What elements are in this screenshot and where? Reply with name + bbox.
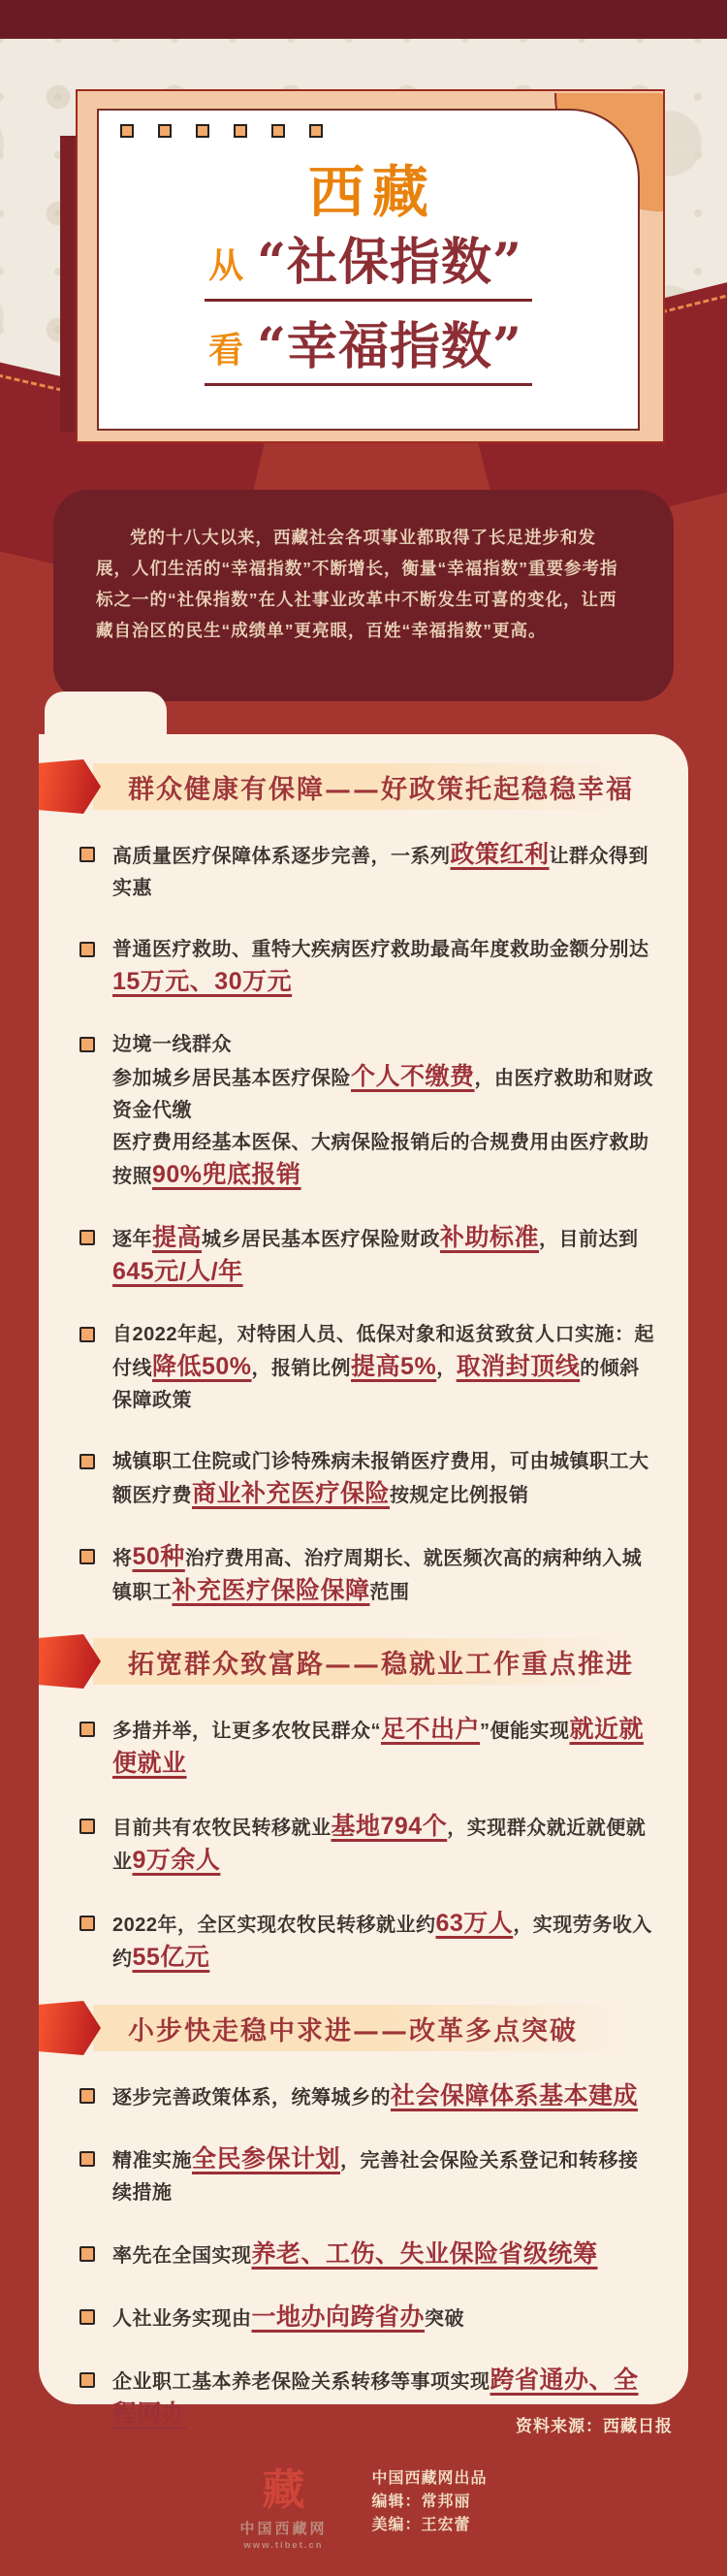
poster-title-region: 西藏 (307, 159, 436, 225)
credit-line: 中国西藏网出品 (371, 2470, 488, 2487)
title-prefix-see: 看 (208, 330, 244, 370)
bullet-square-icon (79, 942, 95, 957)
sections-container (68, 763, 663, 2432)
list-item (79, 1446, 663, 1512)
text-segment: 参加城乡居民基本医疗保险 (112, 1068, 351, 1089)
bullet-square-icon (79, 1327, 95, 1342)
list-item (79, 839, 663, 905)
intro-box (53, 490, 674, 701)
highlighted-phrase: 政策红利 (450, 841, 550, 868)
title-quoted-shebao: “社保指数” (257, 233, 522, 292)
section-heading-text: 拓宽群众致富路——稳就业工作重点推进 (128, 1649, 634, 1680)
title-card (97, 109, 640, 431)
text-segment: 将 (112, 1548, 133, 1569)
text-segment: 逐年 (112, 1229, 152, 1250)
section-heading (39, 2005, 663, 2051)
bullet-square-icon (79, 2246, 95, 2262)
list-item (79, 2143, 663, 2209)
list-item-text (112, 839, 655, 905)
ribbon-arrow-icon (39, 2001, 101, 2055)
text-segment: ，由医疗救助和财政资金代缴 (112, 1068, 654, 1121)
text-segment: 率先在全国实现 (112, 2245, 252, 2267)
ribbon-arrow-icon (39, 759, 101, 814)
highlighted-phrase: 补充医疗保险保障 (172, 1577, 370, 1604)
highlighted-phrase: 养老、工伤、失业保险省级统筹 (251, 2240, 598, 2268)
logo-url: www.tibet.cn (243, 2540, 324, 2551)
highlighted-phrase: 55亿元 (132, 1944, 210, 1971)
top-bar (0, 0, 727, 39)
text-segment: 高质量医疗保障体系逐步完善，一系列 (112, 846, 451, 867)
text-segment: 逐步完善政策体系，统筹城乡的 (112, 2087, 391, 2109)
section-heading-text: 小步快走稳中求进——改革多点突破 (128, 2015, 578, 2046)
text-segment: 自2022年起，对特困人员、低保对象和返贫致贫人口实施：起付线 (112, 1324, 654, 1379)
list-item-text (112, 1541, 655, 1609)
title-line-shebao (205, 233, 532, 302)
list-item-text (112, 2302, 464, 2335)
list-item-text (112, 934, 655, 1000)
bullet-square-icon (79, 2088, 95, 2104)
bullet-square-icon (79, 1819, 95, 1834)
list-item-text (112, 1319, 655, 1417)
highlighted-phrase: 个人不缴费 (351, 1063, 475, 1090)
square-dots-row (120, 124, 323, 138)
list-item (79, 2238, 663, 2272)
list-item (79, 1029, 663, 1193)
list-item (79, 1222, 663, 1290)
square-dot-icon (120, 124, 134, 138)
highlighted-phrase: 50种 (132, 1543, 185, 1570)
bullet-square-icon (79, 1037, 95, 1052)
list-item-text (112, 2080, 638, 2114)
list-item (79, 2080, 663, 2114)
highlighted-phrase: 商业补充医疗保险 (192, 1480, 391, 1507)
highlighted-phrase: 提高 (152, 1224, 203, 1251)
title-line-xingfu (205, 317, 532, 386)
highlighted-phrase: 提高5% (351, 1353, 437, 1380)
tibet-net-logo-icon: 藏 (262, 2465, 305, 2515)
highlighted-phrase: 社会保障体系基本建成 (391, 2082, 639, 2109)
list-item (79, 2302, 663, 2335)
list-item-text (112, 1908, 655, 1976)
highlighted-phrase: 补助标准 (440, 1224, 540, 1251)
square-dot-icon (196, 124, 209, 138)
ribbon-arrow-icon (39, 1634, 101, 1689)
bullet-square-icon (79, 1722, 95, 1737)
list-item-text (112, 1811, 655, 1879)
bullet-square-icon (79, 2372, 95, 2388)
text-segment: 城镇职工住院或门诊特殊病未报销医疗费用，可由城镇职工大额医疗费 (112, 1451, 649, 1506)
highlighted-phrase: 63万人 (435, 1910, 514, 1937)
bullet-square-icon (79, 1916, 95, 1931)
text-segment: ，目前达到 (539, 1229, 639, 1250)
text-segment: 按规定比例报销 (390, 1485, 529, 1506)
highlighted-phrase: 取消封顶线 (456, 1353, 581, 1380)
text-segment: 城乡居民基本医疗保险财政 (202, 1229, 441, 1250)
bullet-square-icon (79, 1230, 95, 1245)
list-item (79, 1319, 663, 1417)
square-dot-icon (271, 124, 285, 138)
highlighted-phrase: 15万元、30万元 (112, 968, 293, 995)
highlighted-phrase: 全民参保计划 (192, 2145, 341, 2173)
list-item-text (112, 2143, 655, 2209)
list-item (79, 1714, 663, 1782)
bullet-square-icon (79, 847, 95, 862)
highlighted-phrase: 一地办向跨省办 (251, 2303, 426, 2331)
text-segment: ，完善社会保险关系登记和转移接续措施 (112, 2150, 639, 2204)
text-segment: ，报销比例 (251, 1358, 352, 1379)
list-item-text (112, 1029, 655, 1193)
list-item-text (112, 1714, 655, 1782)
logo-name: 中国西藏网 (239, 2521, 328, 2537)
highlighted-phrase: 645元/人/年 (112, 1258, 243, 1285)
list-item-text (112, 2238, 598, 2272)
intro-paragraph: 党的十八大以来，西藏社会各项事业都取得了长足进步和发展，人们生活的“幸福指数”不断增长，衡量“幸福指数”重要参考指标之一的“社保指数”在人社事业改革中不断发生可喜的变化，让西藏自治区的民生“成绩单”更亮眼，百姓“幸福指数”更高。 (96, 528, 618, 640)
section-heading (39, 763, 663, 810)
highlighted-phrase: 就近就便就业 (112, 1716, 645, 1777)
text-segment: ， (436, 1358, 457, 1379)
footer (0, 2467, 727, 2551)
text-segment: 人社业务实现由 (112, 2308, 252, 2330)
text-segment: ，实现劳务收入约 (112, 1915, 652, 1970)
text-segment: 企业职工基本养老保险关系转移等事项实现 (112, 2371, 490, 2393)
text-segment: 普通医疗救助、重特大疾病医疗救助最高年度救助金额分别达 (112, 939, 649, 960)
list-item (79, 1541, 663, 1609)
highlighted-phrase: 9万余人 (132, 1847, 221, 1874)
content-card-tab (45, 692, 167, 738)
text-segment: 2022年，全区实现农牧民转移就业约 (112, 1915, 436, 1936)
title-prefix-from: 从 (208, 245, 244, 286)
credits-block (372, 2467, 488, 2537)
text-segment: 精准实施 (112, 2150, 192, 2172)
text-segment: 的倾斜保障政策 (112, 1358, 640, 1411)
text-segment: 医疗费用经基本医保、大病保险报销后的合规费用由医疗救助按照 (112, 1132, 649, 1187)
highlighted-phrase: 降低50% (152, 1353, 252, 1380)
section-heading-banner (93, 1638, 634, 1685)
text-segment: 边境一线群众 (112, 1034, 232, 1055)
text-segment: 范围 (369, 1582, 410, 1603)
text-segment: 治疗费用高、治疗周期长、就医频次高的病种纳入城镇职工 (112, 1548, 643, 1603)
list-item (79, 934, 663, 1000)
credit-line: 美编：王宏蕾 (371, 2517, 471, 2533)
bullet-square-icon (79, 2151, 95, 2167)
source-note: 资料来源：西藏日报 (516, 2417, 673, 2435)
section-heading-banner (93, 763, 634, 810)
square-dot-icon (309, 124, 323, 138)
list-item (79, 1811, 663, 1879)
list-item (79, 1908, 663, 1976)
tibet-net-logo (239, 2467, 327, 2551)
bullet-square-icon (79, 1454, 95, 1469)
text-segment: ，实现群众就近就便就业 (112, 1818, 647, 1873)
square-dot-icon (234, 124, 247, 138)
bullet-square-icon (79, 2309, 95, 2325)
text-segment: 多措并举，让更多农牧民群众“ (112, 1721, 381, 1742)
bullet-square-icon (79, 1549, 95, 1564)
text-segment: 突破 (425, 2308, 465, 2330)
text-segment: 让群众得到实惠 (112, 846, 649, 899)
highlighted-phrase: 跨省通办、全程网办 (112, 2367, 639, 2428)
list-item-text (112, 1446, 655, 1512)
section-heading-text: 群众健康有保障——好政策托起稳稳幸福 (128, 774, 634, 805)
section-heading (39, 1638, 663, 1685)
square-dot-icon (158, 124, 172, 138)
text-segment: 目前共有农牧民转移就业 (112, 1818, 332, 1839)
credit-line: 编辑：常邦丽 (371, 2494, 471, 2510)
highlighted-phrase: 足不出户 (381, 1716, 481, 1743)
text-segment: ”便能实现 (480, 1721, 570, 1742)
highlighted-phrase: 90%兜底报销 (152, 1161, 301, 1188)
title-quoted-xingfu: “幸福指数” (257, 317, 522, 376)
list-item-text (112, 1222, 655, 1290)
section-heading-banner (93, 2005, 624, 2051)
highlighted-phrase: 基地794个 (331, 1813, 448, 1840)
